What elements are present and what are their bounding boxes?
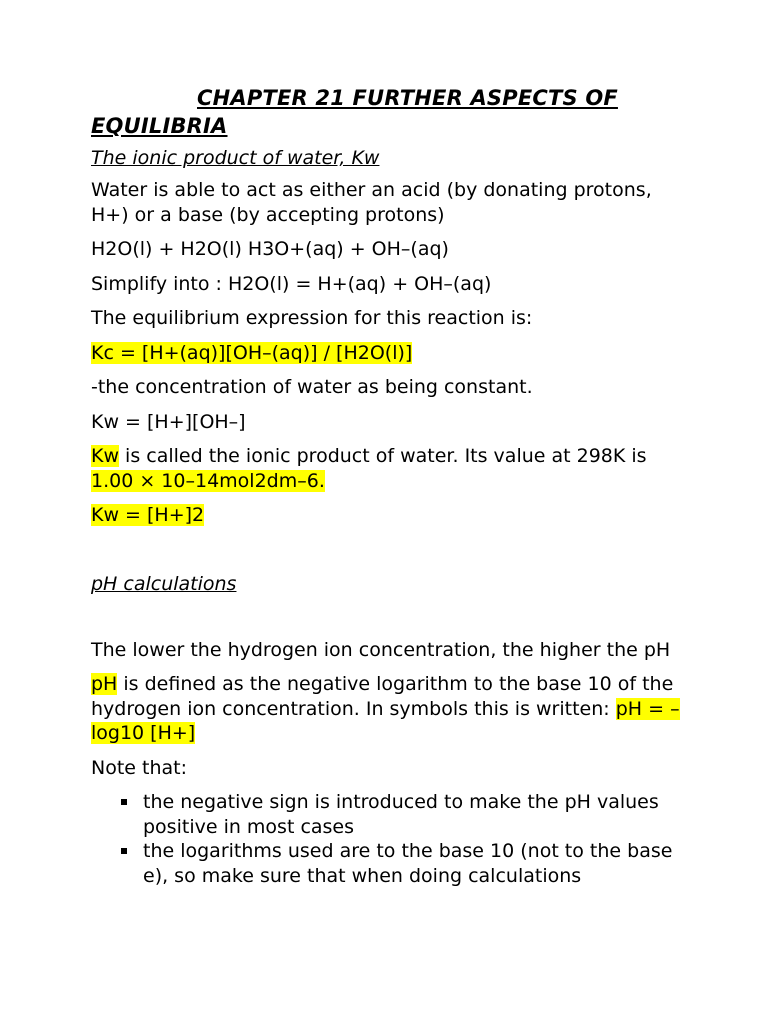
paragraph-water-acid-base: Water is able to act as either an acid (by donating protons, H+) or a base (by accepting protons) [91,179,652,226]
kw-squared-highlight: Kw = [H+]2 [91,504,205,526]
kw-expression: Kw = [H+][OH–] [91,410,246,433]
kw-term-highlight: Kw [91,445,119,467]
kc-expression-highlight: Kc = [H+(aq)][OH–(aq)] / [H2O(l)] [91,341,413,364]
bullet-icon [121,848,127,854]
kw-value-highlight: 1.00 × 10–14mol2dm–6. [91,469,325,492]
kc-expression-paragraph [91,341,691,366]
note-label: Note that: [91,756,188,779]
equation-simplified: Simplify into : H2O(l) = H+(aq) + OH–(aq) [91,272,492,295]
ph-term-highlight: pH [91,673,118,695]
section-heading-ionic-product: The ionic product of water, Kw [91,147,380,169]
bullet-icon [121,799,127,805]
notes-list [91,790,691,888]
ph-description: is defined as the negative logarithm to the base 10 of the hydrogen ion concentration. In symbols this is written: [91,673,674,720]
spacer [91,538,691,572]
kw-description: is called the ionic product of water. Its value at 298K is [119,445,647,467]
equation-autoionization: H2O(l) + H2O(l) H3O+(aq) + OH–(aq) [91,238,449,260]
section-heading-ph-calculations: pH calculations [91,572,237,595]
paragraph-kw-definition [91,444,691,493]
list-item: the negative sign is introduced to make the pH values positive in most cases [121,790,691,839]
paragraph-ph-definition [91,672,691,746]
ph-formula-highlight: pH = –log10 [H+] [91,697,680,744]
kw-squared-paragraph [91,503,691,528]
paragraph-water-constant: -the concentration of water as being constant. [91,376,533,398]
paragraph-lower-concentration: The lower the hydrogen ion concentration, the higher the pH [91,638,671,661]
list-item: the logarithms used are to the base 10 (not to the base e), so make sure that when doing calculations [121,839,691,888]
document-page [91,84,691,888]
paragraph-equilibrium-expression: The equilibrium expression for this reaction is: [91,307,533,329]
spacer [91,604,691,638]
chapter-title: CHAPTER 21 FURTHER ASPECTS OF EQUILIBRIA [91,86,618,138]
